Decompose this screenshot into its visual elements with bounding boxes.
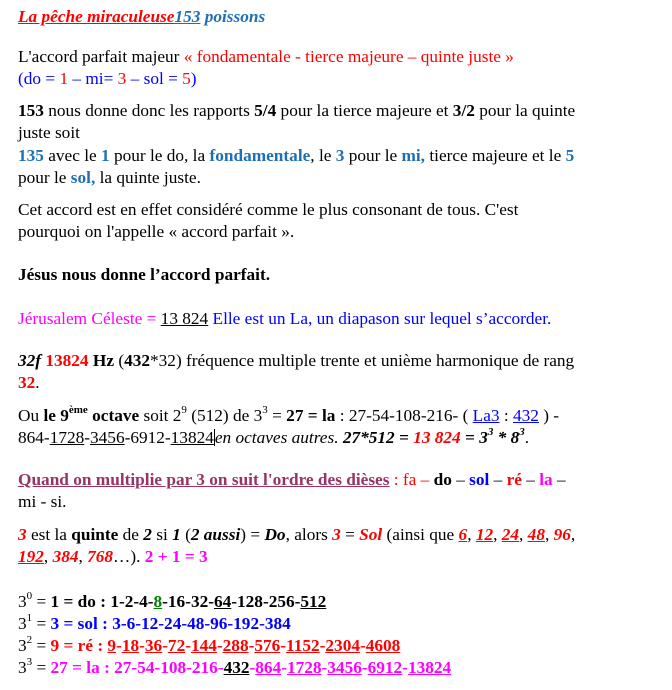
consonant-line: Cet accord est en effet considéré comme le plus consonant de tous. C'est [18, 200, 519, 219]
quinte-line-2: 192, 384, 768…). 2 + 1 = 3 [18, 547, 208, 566]
ratios-line: 153 nous donne donc les rapports 5/4 pour la tierce majeure et 3/2 pour la quinte [18, 101, 576, 120]
octave-line-2: 864-1728-3456-6912-13824en octaves autres. 27*512 = 13 $824 = 3^3 * 8^3$. [18, 426, 530, 447]
power-row-3: $3^3 = 27$ = la : 27-54-108-216-432-864-1728-3456-6912-13824 [18, 656, 452, 677]
document-title: La pêche miraculeuse153 poissons [18, 7, 266, 26]
chord-notes-line: (do = 1 – mi= 3 – sol = 5) [18, 69, 197, 88]
sharps-line: Quand on multiplie par 3 on suit l'ordre des dièses : fa – do – sol – ré – la – [18, 470, 566, 489]
jerusalem-line: Jérusalem Céleste = 13 824 Elle est un La, un diapason sur lequel s’accorder. [18, 309, 552, 328]
frequency-line-2: 32. [18, 373, 40, 392]
consonant-line-2: pourquoi on l'appelle « accord parfait ». [18, 222, 295, 241]
fundamental-line: 135 avec le 1 pour le do, la fondamentale, le 3 pour le mi, tierce majeure et le 5 [18, 146, 575, 165]
power-row-1: $3^1 = 3$ = sol : 3-6-12-24-48-96-192-384 [18, 612, 291, 633]
ratios-line-2: juste soit [18, 123, 80, 142]
chord-intro-line: L'accord parfait majeur « fondamentale - tierce majeure – quinte juste » [18, 47, 514, 66]
frequency-line: 32f 13824 Hz (432*32) fréquence multiple trente et unième harmonique de rang [18, 351, 575, 370]
octave-line: Ou le 9ème octave soit $2^9$ (512) de $3^3 = 27$ = la : 27-54-108-216- ( La3 : 432 ) - [18, 404, 560, 425]
jesus-line: Jésus nous donne l’accord parfait. [18, 265, 271, 284]
power-row-2: $3^2 = 9$ = ré : 9-18-36-72-144-288-576-1152-2304-4608 [18, 634, 401, 655]
fundamental-line-2: pour le sol, la quinte juste. [18, 168, 201, 187]
quinte-line: 3 est la quinte de 2 si 1 (2 aussi) = Do, alors 3 = Sol (ainsi que 6, 12, 24, 48, 96, [18, 525, 576, 544]
sharps-line-2: mi - si. [18, 492, 67, 511]
power-row-0: $3^0 = 1$ = do : 1-2-4-8-16-32-64-128-256-512 [18, 590, 327, 611]
